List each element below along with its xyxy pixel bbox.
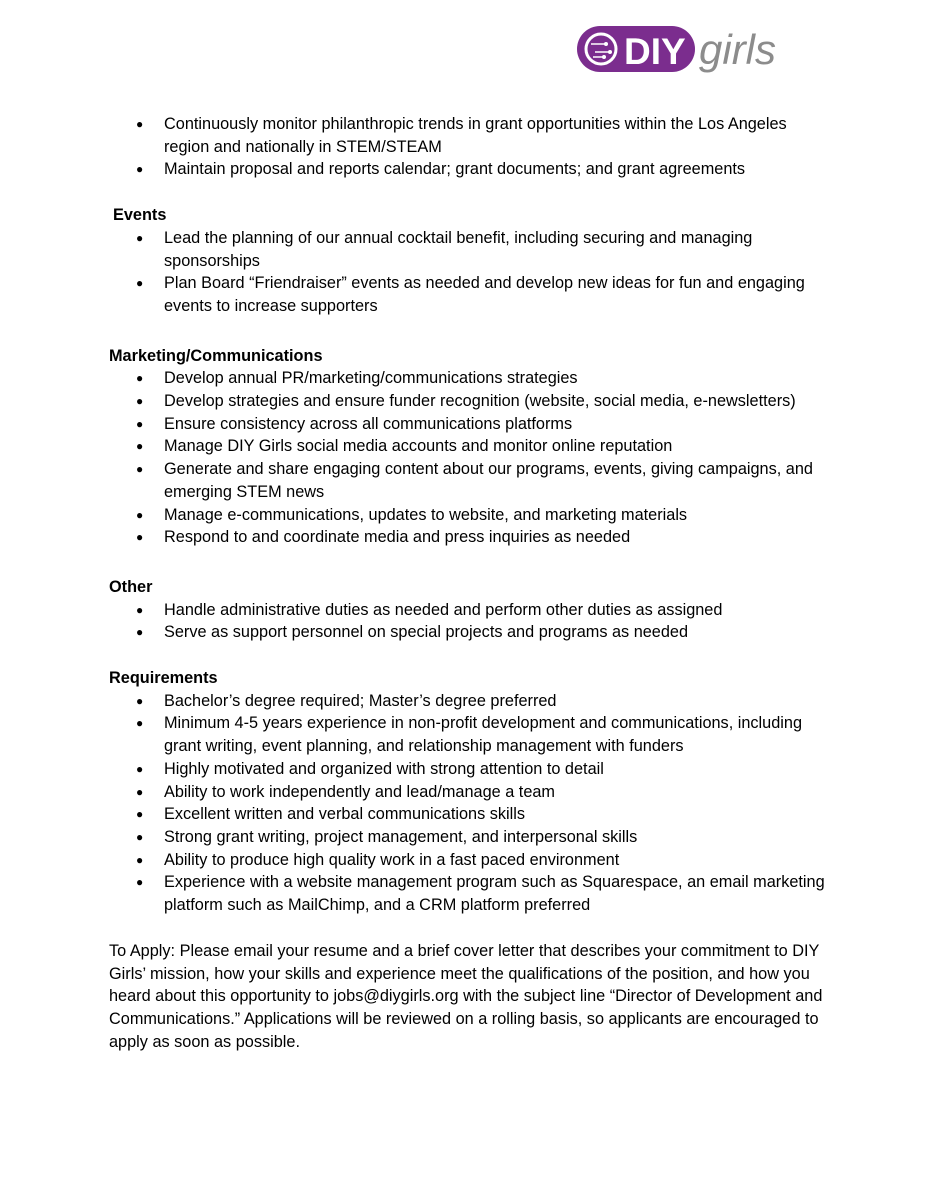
section-heading-marketing: Marketing/Communications <box>109 346 323 365</box>
list-item: ● Handle administrative duties as needed and perform other duties as assigned <box>109 599 829 622</box>
logo-word-text: girls <box>699 26 777 73</box>
list-item: ● Generate and share engaging content about our programs, events, giving campaigns, and emerging STEM news <box>109 458 829 503</box>
marketing-bullet-list <box>109 367 829 549</box>
logo-graphic <box>577 24 813 76</box>
diy-girls-logo <box>577 24 813 76</box>
events-bullet-list <box>109 227 829 318</box>
section-heading-requirements: Requirements <box>109 669 218 688</box>
list-item: ● Ability to produce high quality work in a fast paced environment <box>109 849 829 872</box>
list-item: ● Respond to and coordinate media and press inquiries as needed <box>109 526 829 549</box>
list-item: ● Develop strategies and ensure funder recognition (website, social media, e-newsletters) <box>109 390 829 413</box>
list-item: ● Lead the planning of our annual cocktail benefit, including securing and managing sponsorships <box>109 227 829 272</box>
list-item: ● Manage DIY Girls social media accounts and monitor online reputation <box>109 435 829 458</box>
list-item: ● Experience with a website management program such as Squarespace, an email marketing platform such as MailChimp, and a CRM platform preferred <box>109 871 829 916</box>
list-item: ● Minimum 4-5 years experience in non-profit development and communications, including grant writing, event planning, and relationship management with funders <box>109 712 829 757</box>
list-item: ● Develop annual PR/marketing/communications strategies <box>109 367 829 390</box>
list-item: ● Maintain proposal and reports calendar; grant documents; and grant agreements <box>109 158 829 181</box>
list-item: ● Manage e-communications, updates to website, and marketing materials <box>109 504 829 527</box>
other-bullet-list <box>109 599 829 644</box>
list-item: ● Ensure consistency across all communications platforms <box>109 413 829 436</box>
list-item: ● Strong grant writing, project management, and interpersonal skills <box>109 826 829 849</box>
requirements-bullet-list <box>109 690 829 917</box>
list-item: ● Serve as support personnel on special projects and programs as needed <box>109 621 829 644</box>
list-item: ● Excellent written and verbal communications skills <box>109 803 829 826</box>
intro-bullet-list <box>109 113 829 181</box>
apply-paragraph: To Apply: Please email your resume and a brief cover letter that describes your commitment to DIY Girls’ mission, how your skills and experience meet the qualifications of the position, and how you heard about this opportunity to jobs@diygirls.org with the subject line “Director of Development and Communications.” Applications will be reviewed on a rolling basis, so applicants are encouraged to apply as soon as possible. <box>109 941 823 1051</box>
list-item: ● Plan Board “Friendraiser” events as needed and develop new ideas for fun and engaging events to increase supporters <box>109 272 829 317</box>
logo-mark-text: DIY <box>624 31 686 72</box>
list-item: ● Bachelor’s degree required; Master’s degree preferred <box>109 690 829 713</box>
document-body <box>109 113 829 1053</box>
list-item: ● Ability to work independently and lead/manage a team <box>109 781 829 804</box>
section-heading-other: Other <box>109 577 153 596</box>
list-item: ● Continuously monitor philanthropic trends in grant opportunities within the Los Angeles region and nationally in STEM/STEAM <box>109 113 829 158</box>
section-heading-events: Events <box>113 206 167 225</box>
list-item: ● Highly motivated and organized with strong attention to detail <box>109 758 829 781</box>
